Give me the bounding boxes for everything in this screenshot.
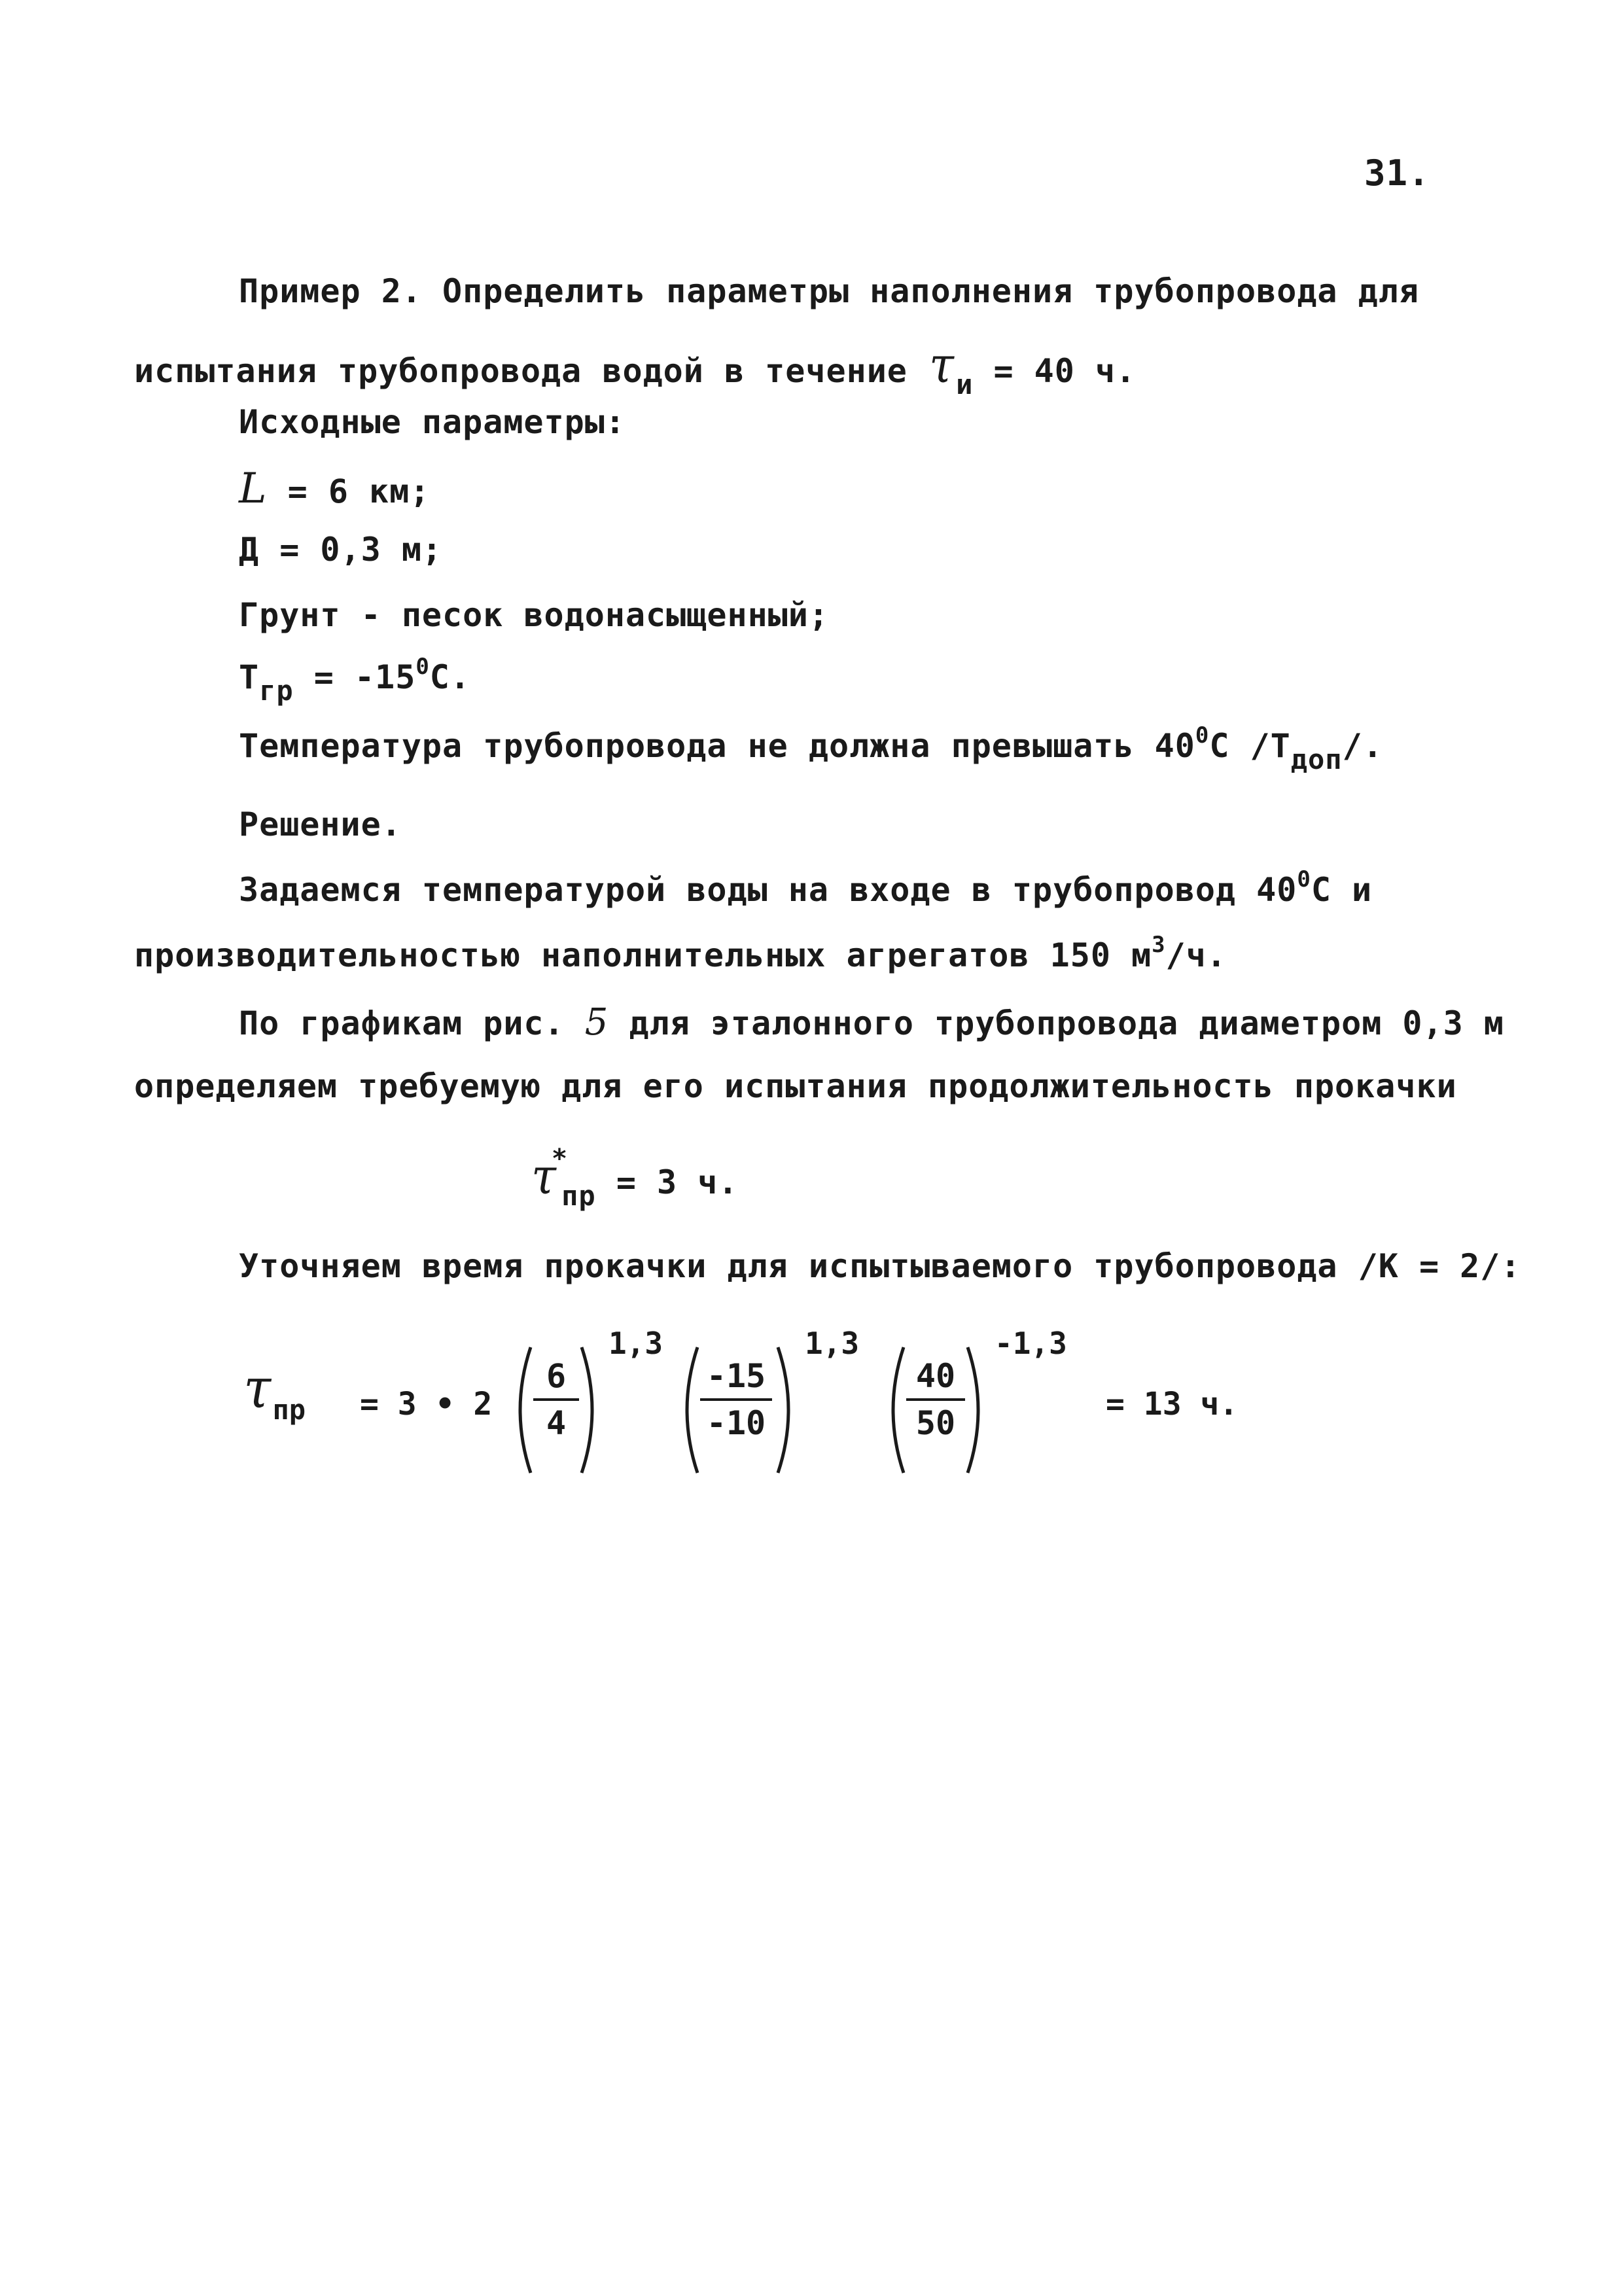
paren-right-3	[965, 1345, 991, 1475]
solution-line-3-b: для эталонного трубопровода диаметром 0,3 м	[629, 1004, 1504, 1042]
diameter-symbol: Д	[239, 531, 260, 569]
page-number: 31.	[1364, 152, 1430, 194]
duration-value: = 40 ч.	[993, 352, 1137, 390]
fraction-2-bar	[700, 1398, 772, 1401]
exponent-3: -1,3	[995, 1326, 1067, 1361]
tau-star-symbol: τ	[531, 1147, 557, 1205]
fraction-1-bar	[533, 1398, 579, 1401]
soil-temperature-param	[239, 654, 471, 707]
length-value: = 6 км;	[287, 472, 431, 510]
fraction-2-numerator: -15	[706, 1357, 766, 1395]
soil-temp-value: = -15	[313, 658, 416, 696]
fraction-3-denominator: 50	[915, 1404, 956, 1442]
solution-line-3-a: По графикам рис.	[239, 1004, 565, 1042]
example-duration-line	[134, 336, 1137, 400]
fraction-1-denominator: 4	[546, 1404, 567, 1442]
fraction-3-numerator: 40	[915, 1357, 956, 1395]
paren-left-3	[880, 1345, 906, 1475]
input-params-heading: Исходные параметры:	[239, 403, 626, 441]
example-duration-text: испытания трубопровода водой в течение	[134, 352, 908, 390]
formula-tau-symbol: τ	[243, 1356, 272, 1421]
length-param	[239, 465, 431, 513]
soil-temp-subscript: гр	[259, 675, 294, 707]
temp-limit-text: Температура трубопровода не должна превышать 40	[239, 727, 1195, 765]
tau-star-subscript: пр	[561, 1180, 596, 1212]
temp-limit-subscript: доп	[1290, 743, 1343, 775]
fraction-3-bar	[906, 1398, 965, 1401]
paren-left-1	[507, 1345, 533, 1475]
solution-heading: Решение.	[239, 805, 402, 843]
soil-temp-unit: С.	[429, 658, 471, 696]
solution-line-3	[239, 1001, 1504, 1044]
soil-temp-degree: 0	[415, 654, 430, 680]
exponent-1: 1,3	[608, 1326, 663, 1361]
tau-subscript: и	[956, 368, 974, 400]
fraction-2	[700, 1358, 772, 1442]
soil-param: Грунт - песок водонасыщенный;	[239, 596, 829, 634]
figure-number: 5	[584, 1001, 609, 1044]
diameter-param	[239, 531, 443, 569]
paren-right-1	[579, 1345, 605, 1475]
solution-line-2	[134, 932, 1227, 974]
solution-line-1-degree: 0	[1297, 866, 1311, 892]
paren-left-2	[674, 1345, 700, 1475]
formula-lhs-subscript: пр	[272, 1394, 306, 1426]
solution-line-1-end: С и	[1311, 871, 1373, 909]
tau-star-equation	[530, 1144, 739, 1212]
solution-line-5: Уточняем время прокачки для испытываемого трубопровода /К = 2/:	[239, 1247, 1521, 1285]
solution-line-2-end: /ч.	[1165, 936, 1227, 974]
formula-result: = 13 ч.	[1106, 1386, 1239, 1422]
length-symbol: L	[239, 465, 268, 513]
soil-temp-symbol: Т	[239, 658, 260, 696]
fraction-1	[533, 1358, 579, 1442]
paren-right-2	[775, 1345, 802, 1475]
temperature-limit-line	[239, 722, 1383, 775]
tau-star-sup: *	[552, 1144, 569, 1174]
fraction-1-numerator: 6	[546, 1357, 567, 1395]
solution-line-2-text: производительностью наполнительных агрегатов 150 м	[134, 936, 1152, 974]
diameter-value: = 0,3 м;	[279, 531, 443, 569]
example-title-line: Пример 2. Определить параметры наполнения трубопровода для	[239, 272, 1419, 310]
solution-line-1-text: Задаемся температурой воды на входе в трубопровод 40	[239, 871, 1297, 909]
tau-symbol: τ	[929, 336, 955, 394]
solution-line-2-sup: 3	[1152, 932, 1166, 958]
solution-line-1	[239, 866, 1373, 909]
formula-block	[242, 1328, 1354, 1479]
exponent-2: 1,3	[805, 1326, 860, 1361]
temp-limit-end: /.	[1342, 727, 1383, 765]
temp-limit-unit: С /Т	[1209, 727, 1291, 765]
fraction-2-denominator: -10	[706, 1404, 766, 1442]
tau-star-value: = 3 ч.	[616, 1163, 739, 1201]
temp-limit-degree: 0	[1195, 722, 1210, 749]
fraction-3	[906, 1358, 965, 1442]
solution-line-4: определяем требуемую для его испытания продолжительность прокачки	[134, 1067, 1457, 1105]
formula-lhs	[242, 1356, 306, 1426]
formula-prefix: = 3 • 2	[360, 1386, 493, 1422]
